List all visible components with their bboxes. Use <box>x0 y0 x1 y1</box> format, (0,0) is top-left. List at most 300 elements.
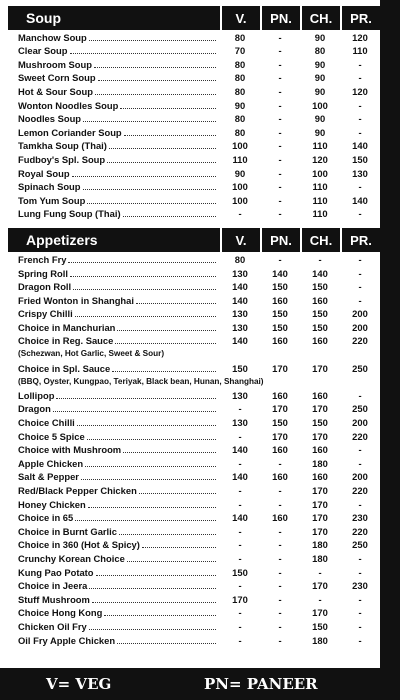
price-paneer: 160 <box>272 512 288 524</box>
price-paneer: 170 <box>272 430 288 442</box>
leader-dots <box>89 588 216 589</box>
price-veg: 110 <box>232 153 248 165</box>
item-label: Choice Chilli <box>18 417 75 429</box>
price-chicken: 180 <box>312 552 328 564</box>
item-name <box>8 140 220 152</box>
price-chicken: 80 <box>314 45 326 57</box>
menu-item-row <box>8 252 380 266</box>
item-label: Choice in Spl. Sauce <box>18 362 111 374</box>
menu-item-row <box>8 633 380 647</box>
price-chicken: 100 <box>312 167 328 179</box>
price-chicken: 170 <box>312 403 328 415</box>
price-paneer: 160 <box>272 335 288 347</box>
item-label: Tom Yum Soup <box>18 194 86 206</box>
price-prawn: 140 <box>352 140 368 152</box>
leader-dots <box>139 493 216 494</box>
menu-item-row <box>8 415 380 429</box>
price-prawn: 110 <box>352 45 368 57</box>
item-name <box>8 322 220 334</box>
price-veg: 80 <box>234 113 246 125</box>
leader-dots <box>75 520 216 521</box>
leader-dots <box>68 262 216 263</box>
item-label: Salt & Pepper <box>18 471 79 483</box>
price-paneer: - <box>278 85 282 97</box>
leader-dots <box>56 398 216 399</box>
item-name <box>8 100 220 112</box>
price-paneer: - <box>278 31 282 43</box>
item-note: (BBQ, Oyster, Kungpao, Teriyak, Black bean, Hunan, Shanghai) <box>18 376 264 386</box>
item-label: Choice in 65 <box>18 512 74 524</box>
menu-item-row <box>8 207 380 221</box>
price-paneer: - <box>278 72 282 84</box>
price-veg: 150 <box>232 566 248 578</box>
item-name <box>8 539 220 551</box>
menu-item-row <box>8 334 380 348</box>
menu-item-row <box>8 497 380 511</box>
leader-dots <box>87 203 216 204</box>
price-prawn: 230 <box>352 580 368 592</box>
price-veg: 80 <box>234 31 246 43</box>
price-chicken: 170 <box>312 362 328 374</box>
price-prawn: - <box>358 444 362 456</box>
price-paneer: - <box>278 593 282 605</box>
menu-item-row <box>8 266 380 280</box>
price-paneer: 150 <box>272 308 288 320</box>
price-prawn: 200 <box>352 471 368 483</box>
item-label: Red/Black Pepper Chicken <box>18 485 137 496</box>
leader-dots <box>73 289 216 290</box>
menu-item-row <box>8 139 380 153</box>
menu-item-row <box>8 443 380 457</box>
price-prawn: - <box>358 113 362 125</box>
leader-dots <box>95 94 216 95</box>
right-edge-bar <box>380 0 400 668</box>
item-name <box>8 295 220 307</box>
price-veg: - <box>238 634 242 646</box>
price-prawn: 220 <box>352 485 368 496</box>
price-veg: - <box>238 485 242 496</box>
price-chicken: 90 <box>314 72 326 84</box>
legend-bar <box>0 668 400 700</box>
leader-dots <box>70 276 216 277</box>
price-veg: 80 <box>234 58 246 70</box>
leader-dots <box>72 176 216 177</box>
price-chicken: 160 <box>312 294 328 306</box>
price-veg: 140 <box>232 444 248 456</box>
item-name <box>8 567 220 579</box>
menu-item-row <box>8 483 380 497</box>
price-chicken: 150 <box>312 281 328 293</box>
price-veg: 140 <box>232 294 248 306</box>
menu-item-row <box>8 470 380 484</box>
price-chicken: 150 <box>312 620 328 632</box>
price-chicken: 90 <box>314 126 326 138</box>
item-name <box>8 281 220 293</box>
price-veg: 80 <box>234 126 246 138</box>
item-name <box>8 607 220 619</box>
item-name <box>8 417 220 429</box>
price-paneer: - <box>278 525 282 537</box>
leader-dots <box>124 135 216 136</box>
price-veg: - <box>238 498 242 510</box>
price-chicken: 160 <box>312 444 328 456</box>
price-prawn: - <box>358 281 362 293</box>
item-label: Choice in Jeera <box>18 580 88 592</box>
price-prawn: 130 <box>352 167 368 179</box>
price-paneer: 150 <box>272 321 288 333</box>
item-label: Chicken Oil Fry <box>18 620 87 632</box>
price-prawn: 250 <box>352 403 368 415</box>
item-name <box>8 635 220 647</box>
price-chicken: 90 <box>314 31 326 43</box>
item-name <box>8 444 220 456</box>
menu-item-row <box>8 152 380 166</box>
price-veg: 70 <box>234 45 246 57</box>
item-name <box>8 72 220 84</box>
price-veg: 130 <box>232 417 248 429</box>
price-chicken: - <box>318 566 322 578</box>
menu-item-row <box>8 112 380 126</box>
price-prawn: 220 <box>352 525 368 537</box>
item-label: Choice in 360 (Hot & Spicy) <box>18 539 140 551</box>
price-veg: 80 <box>234 85 246 97</box>
item-label: Oil Fry Apple Chicken <box>18 634 116 646</box>
menu-item-row <box>8 125 380 139</box>
price-prawn: 140 <box>352 194 368 206</box>
price-paneer: - <box>278 566 282 578</box>
leader-dots <box>109 148 216 149</box>
price-prawn: - <box>358 294 362 306</box>
price-paneer: - <box>278 539 282 551</box>
appetizers-section <box>8 228 380 646</box>
leader-dots <box>104 615 216 616</box>
col-paneer: PN. <box>260 6 300 30</box>
price-veg: 100 <box>232 140 248 152</box>
price-prawn: - <box>358 72 362 84</box>
item-label: Lemon Coriander Soup <box>18 126 122 138</box>
price-prawn: - <box>358 593 362 605</box>
item-name <box>8 431 220 443</box>
item-name <box>8 499 220 511</box>
item-name <box>8 86 220 98</box>
price-veg: - <box>238 430 242 442</box>
menu-item-row <box>8 307 380 321</box>
price-veg: - <box>238 620 242 632</box>
price-paneer: - <box>278 45 282 57</box>
price-chicken: 170 <box>312 512 328 524</box>
menu-item-row <box>8 71 380 85</box>
menu-item-row <box>8 180 380 194</box>
item-label: Choice Hong Kong <box>18 607 103 619</box>
item-name <box>8 254 220 266</box>
item-label: Manchow Soup <box>18 31 87 43</box>
price-veg: - <box>238 607 242 619</box>
price-paneer: - <box>278 552 282 564</box>
price-paneer: - <box>278 153 282 165</box>
soup-list <box>8 30 380 220</box>
menu-item-row <box>8 579 380 593</box>
price-paneer: - <box>278 208 282 220</box>
item-name <box>8 113 220 125</box>
price-prawn: - <box>358 181 362 193</box>
appetizers-title: Appetizers <box>26 232 98 249</box>
item-name <box>8 526 220 538</box>
price-veg: 130 <box>232 321 248 333</box>
menu-item-row <box>8 606 380 620</box>
appetizers-header <box>8 228 380 252</box>
price-prawn: - <box>358 620 362 632</box>
leader-dots <box>112 371 216 372</box>
price-veg: 140 <box>232 281 248 293</box>
menu-item-row <box>8 511 380 525</box>
leader-dots <box>120 108 216 109</box>
price-paneer: 160 <box>272 389 288 401</box>
price-paneer: - <box>278 580 282 592</box>
price-chicken: 140 <box>312 267 328 279</box>
menu-item-row <box>8 388 380 402</box>
price-chicken: 110 <box>312 140 328 152</box>
price-chicken: 180 <box>312 634 328 646</box>
price-paneer: - <box>278 634 282 646</box>
price-prawn: - <box>358 267 362 279</box>
price-paneer: - <box>278 194 282 206</box>
price-chicken: 180 <box>312 539 328 551</box>
item-name <box>8 208 220 220</box>
price-prawn: - <box>358 634 362 646</box>
item-label: Kung Pao Potato <box>18 566 94 578</box>
menu-item-row <box>8 551 380 565</box>
price-prawn: 250 <box>352 539 368 551</box>
price-prawn: - <box>358 457 362 469</box>
item-label: Choice in Manchurian <box>18 321 116 333</box>
price-chicken: 110 <box>312 194 328 206</box>
item-name <box>8 553 220 565</box>
item-label: Lollipop <box>18 389 55 401</box>
item-name <box>8 195 220 207</box>
soup-title: Soup <box>26 10 61 26</box>
leader-dots <box>94 67 216 68</box>
leader-dots <box>89 629 216 630</box>
item-name <box>8 471 220 483</box>
menu-item-row <box>8 320 380 334</box>
price-prawn: - <box>358 253 362 265</box>
menu-item-row <box>8 293 380 307</box>
price-veg: 130 <box>232 267 248 279</box>
price-prawn: - <box>358 498 362 510</box>
item-name <box>8 154 220 166</box>
soup-section <box>8 6 380 220</box>
leader-dots <box>83 189 216 190</box>
item-name <box>8 32 220 44</box>
col-chicken: CH. <box>300 6 340 30</box>
price-prawn: - <box>358 99 362 111</box>
price-chicken: 170 <box>312 607 328 619</box>
price-chicken: 100 <box>312 99 328 111</box>
item-label: Lung Fung Soup (Thai) <box>18 208 121 220</box>
leader-dots <box>89 40 216 41</box>
price-chicken: 90 <box>314 113 326 125</box>
menu-item-row <box>8 44 380 58</box>
leader-dots <box>77 425 216 426</box>
leader-dots <box>75 316 216 317</box>
price-paneer: - <box>278 620 282 632</box>
price-prawn: - <box>358 552 362 564</box>
price-veg: - <box>238 539 242 551</box>
item-label: Crispy Chilli <box>18 308 73 320</box>
price-chicken: 160 <box>312 471 328 483</box>
item-note: (Schezwan, Hot Garlic, Sweet & Sour) <box>18 349 165 359</box>
leader-dots <box>53 411 216 412</box>
item-label: Apple Chicken <box>18 457 84 469</box>
leader-dots <box>85 466 216 467</box>
price-paneer: - <box>278 167 282 179</box>
item-label: Tamkha Soup (Thai) <box>18 140 107 152</box>
price-paneer: - <box>278 58 282 70</box>
item-label: Dragon Roll <box>18 281 72 293</box>
price-chicken: 180 <box>312 457 328 469</box>
leader-dots <box>81 479 216 480</box>
leader-dots <box>123 216 216 217</box>
price-prawn: - <box>358 389 362 401</box>
price-prawn: 220 <box>352 430 368 442</box>
leader-dots <box>136 303 216 304</box>
price-veg: - <box>238 552 242 564</box>
menu-item-row <box>8 429 380 443</box>
leader-dots <box>88 507 216 508</box>
price-veg: 130 <box>232 308 248 320</box>
price-veg: - <box>238 580 242 592</box>
menu-item-row <box>8 166 380 180</box>
price-chicken: 160 <box>312 335 328 347</box>
col-veg: V. <box>220 6 260 30</box>
price-prawn: 120 <box>352 85 368 97</box>
price-veg: 80 <box>234 253 246 265</box>
price-chicken: - <box>318 253 322 265</box>
price-paneer: 140 <box>272 267 288 279</box>
item-name <box>8 621 220 633</box>
item-label: Hot & Sour Soup <box>18 85 93 97</box>
price-chicken: 150 <box>312 321 328 333</box>
item-name <box>8 59 220 71</box>
price-paneer: - <box>278 99 282 111</box>
price-prawn: 150 <box>352 153 368 165</box>
menu-item-row <box>8 456 380 470</box>
price-chicken: - <box>318 593 322 605</box>
item-label: Mushroom Soup <box>18 58 92 70</box>
price-paneer: 150 <box>272 281 288 293</box>
leader-dots <box>87 439 216 440</box>
price-paneer: - <box>278 457 282 469</box>
price-chicken: 150 <box>312 308 328 320</box>
price-paneer: - <box>278 485 282 496</box>
menu-item-row <box>8 280 380 294</box>
item-name <box>8 485 220 497</box>
price-veg: 90 <box>234 99 246 111</box>
price-paneer: - <box>278 607 282 619</box>
price-prawn: 230 <box>352 512 368 524</box>
price-paneer: 170 <box>272 362 288 374</box>
item-name <box>8 268 220 280</box>
item-name <box>8 512 220 524</box>
price-chicken: 160 <box>312 389 328 401</box>
item-label: Choice in Burnt Garlic <box>18 525 117 537</box>
item-label: Wonton Noodles Soup <box>18 99 119 111</box>
price-chicken: 110 <box>312 208 328 220</box>
price-prawn: - <box>358 208 362 220</box>
menu-item-row <box>8 524 380 538</box>
item-label: Spinach Soup <box>18 181 81 193</box>
price-veg: 90 <box>234 167 246 179</box>
price-chicken: 170 <box>312 580 328 592</box>
menu-item-row <box>8 592 380 606</box>
item-label: Choice with Mushroom <box>18 444 122 456</box>
menu <box>8 6 380 647</box>
menu-item-row <box>8 30 380 44</box>
item-label: Choice in Reg. Sauce <box>18 335 114 347</box>
item-name <box>8 594 220 606</box>
price-paneer: - <box>278 113 282 125</box>
item-label: Royal Soup <box>18 167 70 179</box>
price-chicken: 150 <box>312 417 328 429</box>
price-paneer: 160 <box>272 471 288 483</box>
price-chicken: 90 <box>314 85 326 97</box>
appetizers-list <box>8 252 380 646</box>
col-prawn: PR. <box>340 228 380 252</box>
item-label: Spring Roll <box>18 267 68 279</box>
leader-dots <box>117 643 216 644</box>
item-name <box>8 308 220 320</box>
leader-dots <box>127 561 216 562</box>
price-paneer: - <box>278 181 282 193</box>
price-paneer: - <box>278 140 282 152</box>
item-label: Choice 5 Spice <box>18 430 85 442</box>
price-veg: 100 <box>232 194 248 206</box>
menu-item-row <box>8 361 380 375</box>
price-veg: 140 <box>232 512 248 524</box>
item-name <box>8 127 220 139</box>
price-prawn: 200 <box>352 321 368 333</box>
item-label: Fried Wonton in Shanghai <box>18 294 134 306</box>
menu-item-row <box>8 84 380 98</box>
item-name <box>8 390 220 402</box>
menu-item-row <box>8 619 380 633</box>
price-paneer: 150 <box>272 417 288 429</box>
item-label: Fudboy's Spl. Soup <box>18 153 106 165</box>
price-veg: 140 <box>232 471 248 483</box>
price-prawn: 120 <box>352 31 368 43</box>
item-label: Crunchy Korean Choice <box>18 552 125 564</box>
col-paneer: PN. <box>260 228 300 252</box>
price-paneer: 160 <box>272 294 288 306</box>
price-veg: 150 <box>232 362 248 374</box>
menu-item-row <box>8 57 380 71</box>
menu-item-row <box>8 402 380 416</box>
menu-item-row <box>8 193 380 207</box>
price-chicken: 170 <box>312 525 328 537</box>
col-veg: V. <box>220 228 260 252</box>
price-veg: 100 <box>232 181 248 193</box>
legend-paneer: PN= PANEER <box>204 675 318 693</box>
item-name <box>8 181 220 193</box>
leader-dots <box>96 575 216 576</box>
item-label: Clear Soup <box>18 45 68 57</box>
price-prawn: - <box>358 607 362 619</box>
item-name <box>8 363 220 375</box>
price-veg: 170 <box>232 593 248 605</box>
price-veg: - <box>238 208 242 220</box>
price-paneer: 170 <box>272 403 288 415</box>
price-prawn: - <box>358 566 362 578</box>
